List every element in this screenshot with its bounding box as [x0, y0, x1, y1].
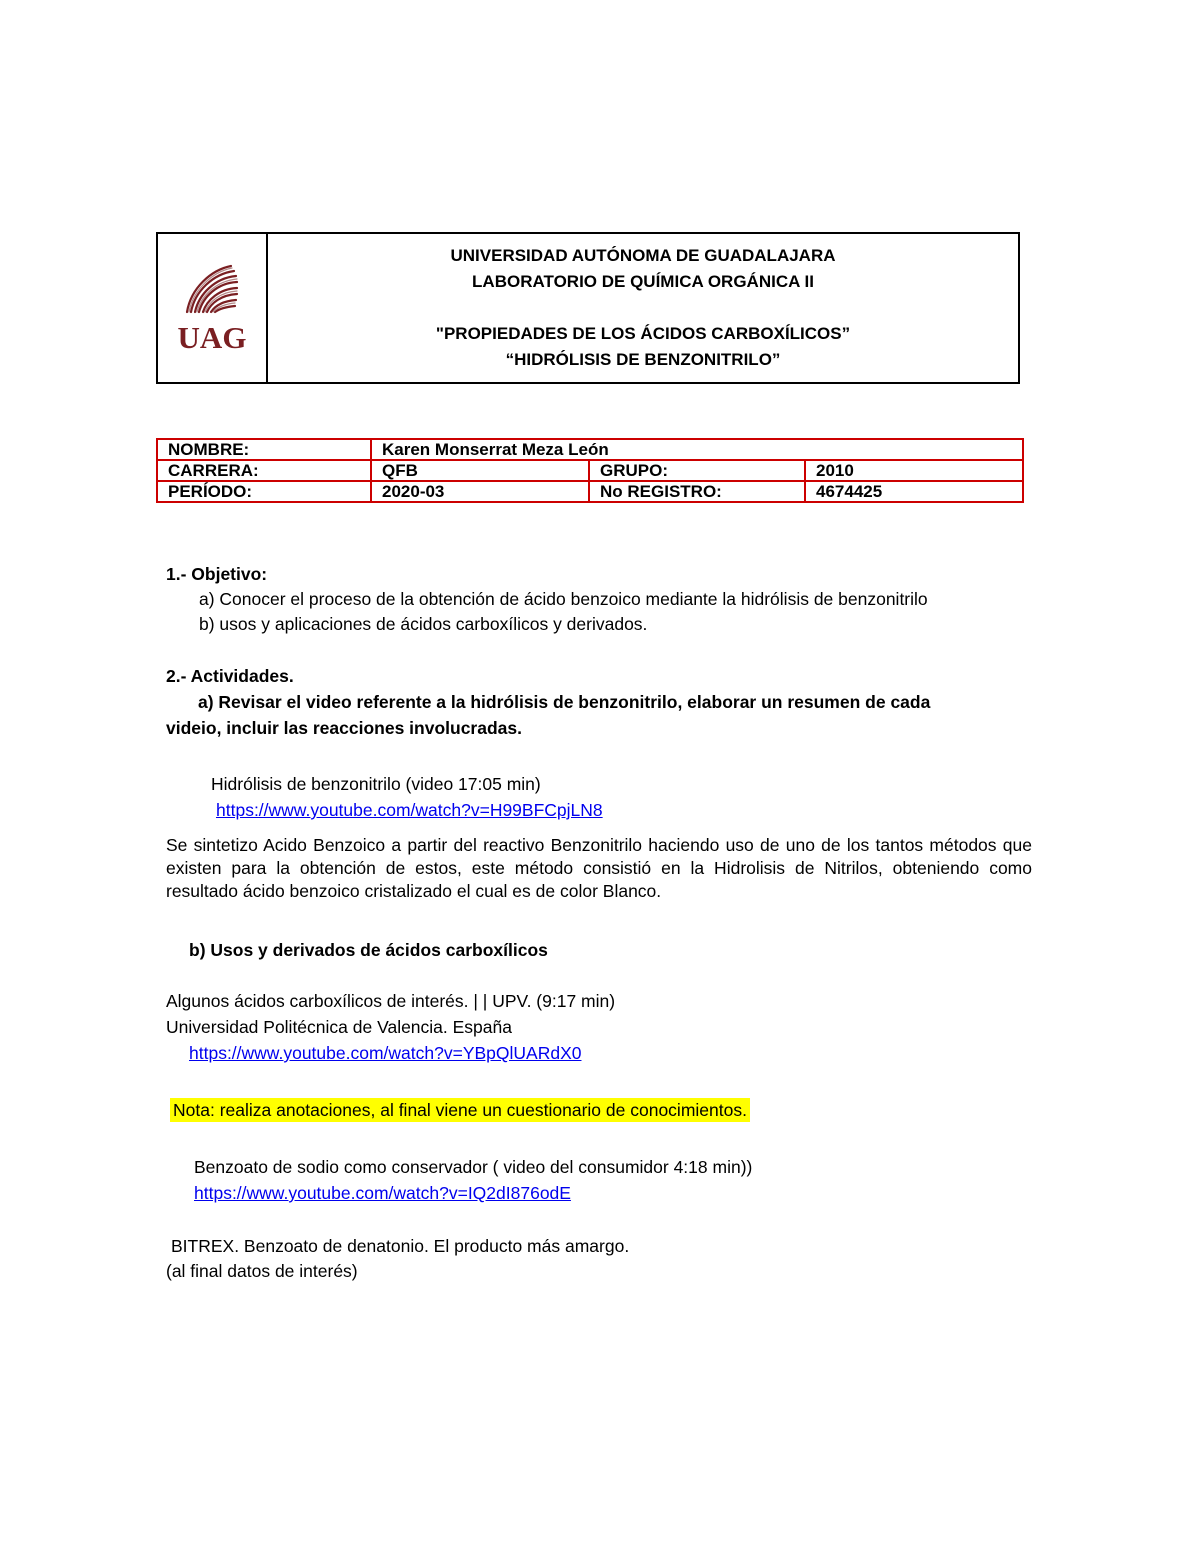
university-name: UNIVERSIDAD AUTÓNOMA DE GUADALAJARA [450, 246, 836, 265]
bitrex-line1: BITREX. Benzoato de denatonio. El producto más amargo. [171, 1236, 630, 1256]
uag-logo [171, 260, 253, 356]
table-row [157, 481, 1023, 502]
actividad-a-line2: videio, incluir las reacciones involucradas. [166, 718, 522, 738]
video3-title: Benzoato de sodio como conservador ( video del consumidor 4:18 min)) [194, 1157, 753, 1177]
nombre-value: Karen Monserrat Meza León [371, 439, 1023, 460]
table-row [157, 439, 1023, 460]
usos-heading: b) Usos y derivados de ácidos carboxílicos [189, 940, 548, 960]
periodo-value: 2020-03 [371, 481, 589, 502]
periodo-label: PERÍODO: [157, 481, 371, 502]
registro-label: No REGISTRO: [589, 481, 805, 502]
nombre-label: NOMBRE: [157, 439, 371, 460]
objetivo-b: b) usos y aplicaciones de ácidos carboxílicos y derivados. [199, 614, 648, 634]
bitrex-line2: (al final datos de interés) [166, 1261, 358, 1281]
header-box [156, 232, 1020, 384]
carrera-value: QFB [371, 460, 589, 481]
logo-cell [158, 234, 268, 382]
note-highlight: Nota: realiza anotaciones, al final viene un cuestionario de conocimientos. [170, 1098, 750, 1122]
video1-link[interactable]: https://www.youtube.com/watch?v=H99BFCpjLN8 [216, 800, 603, 820]
student-info-table [156, 438, 1024, 503]
video2-title: Algunos ácidos carboxílicos de interés. | | UPV. (9:17 min) [166, 991, 616, 1011]
table-row [157, 460, 1023, 481]
grupo-value: 2010 [805, 460, 1023, 481]
video2-link[interactable]: https://www.youtube.com/watch?v=YBpQlUARdX0 [189, 1043, 582, 1063]
practice-subtitle: “HIDRÓLISIS DE BENZONITRILO” [505, 350, 781, 369]
grupo-label: GRUPO: [589, 460, 805, 481]
summary-paragraph: Se sintetizo Acido Benzoico a partir del reactivo Benzonitrilo haciendo uso de uno de los tantos métodos que existen para la obtención de estos, este método consistió en la Hidrolisis de Nitrilos, obteniendo como resultado ácido benzoico cristalizado el cual es de color Blanco. [166, 835, 1032, 901]
lab-name: LABORATORIO DE QUÍMICA ORGÁNICA II [472, 272, 814, 291]
video2-source: Universidad Politécnica de Valencia. España [166, 1017, 512, 1037]
objetivo-a: a) Conocer el proceso de la obtención de ácido benzoico mediante la hidrólisis de benzonitrilo [199, 589, 928, 609]
video1-title: Hidrólisis de benzonitrilo (video 17:05 min) [211, 774, 541, 794]
logo-text: UAG [177, 320, 247, 355]
video3-link[interactable]: https://www.youtube.com/watch?v=IQ2dI876odE [194, 1183, 571, 1203]
objetivo-heading: 1.- Objetivo: [166, 564, 268, 584]
registro-value: 4674425 [805, 481, 1023, 502]
header-title-cell [268, 234, 1018, 382]
carrera-label: CARRERA: [157, 460, 371, 481]
actividad-a-line1: a) Revisar el video referente a la hidrólisis de benzonitrilo, elaborar un resumen de cada [198, 692, 931, 712]
actividades-heading: 2.- Actividades. [166, 666, 294, 686]
practice-title: "PROPIEDADES DE LOS ÁCIDOS CARBOXÍLICOS” [435, 324, 851, 343]
